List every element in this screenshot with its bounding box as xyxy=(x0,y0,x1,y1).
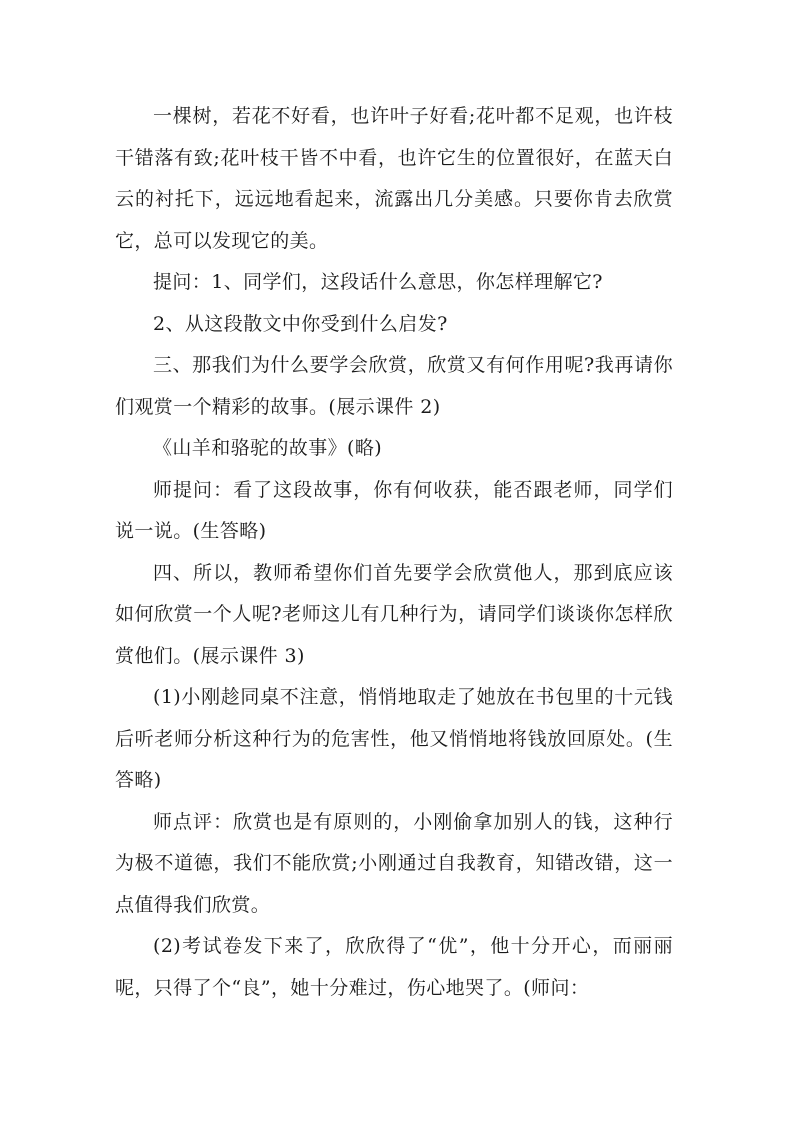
paragraph-section-four: 四、所以，教师希望你们首先要学会欣赏他人，那到底应该如何欣赏一个人呢?老师这儿有几种行为，请同学们谈谈你怎样欣赏他们。(展示课件 3) xyxy=(115,561,673,667)
paragraph-section-three: 三、那我们为什么要学会欣赏，欣赏又有何作用呢?我再请你们观赏一个精彩的故事。(展示课件 2) xyxy=(115,354,673,418)
paragraph-tree-beauty: 一棵树，若花不好看，也许叶子好看;花叶都不足观，也许枝干错落有致;花叶枝干皆不中看，也许它生的位置很好，在蓝天白云的衬托下，远远地看起来，流露出几分美感。只要你肯去欣赏它，总可以发现它的美。 xyxy=(115,105,673,252)
paragraph-teacher-comment: 师点评：欣赏也是有原则的，小刚偷拿加别人的钱，这种行为极不道德，我们不能欣赏;小刚通过自我教育，知错改错，这一点值得我们欣赏。 xyxy=(115,810,673,916)
paragraph-question-1: 提问：1、同学们，这段话什么意思，你怎样理解它? xyxy=(153,271,603,293)
paragraph-case-2: (2)考试卷发下来了，欣欣得了“优”，他十分开心，而丽丽呢，只得了个“良”，她十分难过，伤心地哭了。(师问： xyxy=(115,935,673,999)
paragraph-teacher-question: 师提问：看了这段故事，你有何收获，能否跟老师，同学们说一说。(生答略) xyxy=(115,478,673,542)
paragraph-question-2: 2、从这段散文中你受到什么启发? xyxy=(153,312,448,335)
paragraph-story-title: 《山羊和骆驼的故事》(略) xyxy=(153,437,383,459)
document-body xyxy=(115,96,673,1009)
paragraph-case-1: (1)小刚趁同桌不注意，悄悄地取走了她放在书包里的十元钱后听老师分析这种行为的危害性，他又悄悄地将钱放回原处。(生答略) xyxy=(115,686,673,791)
